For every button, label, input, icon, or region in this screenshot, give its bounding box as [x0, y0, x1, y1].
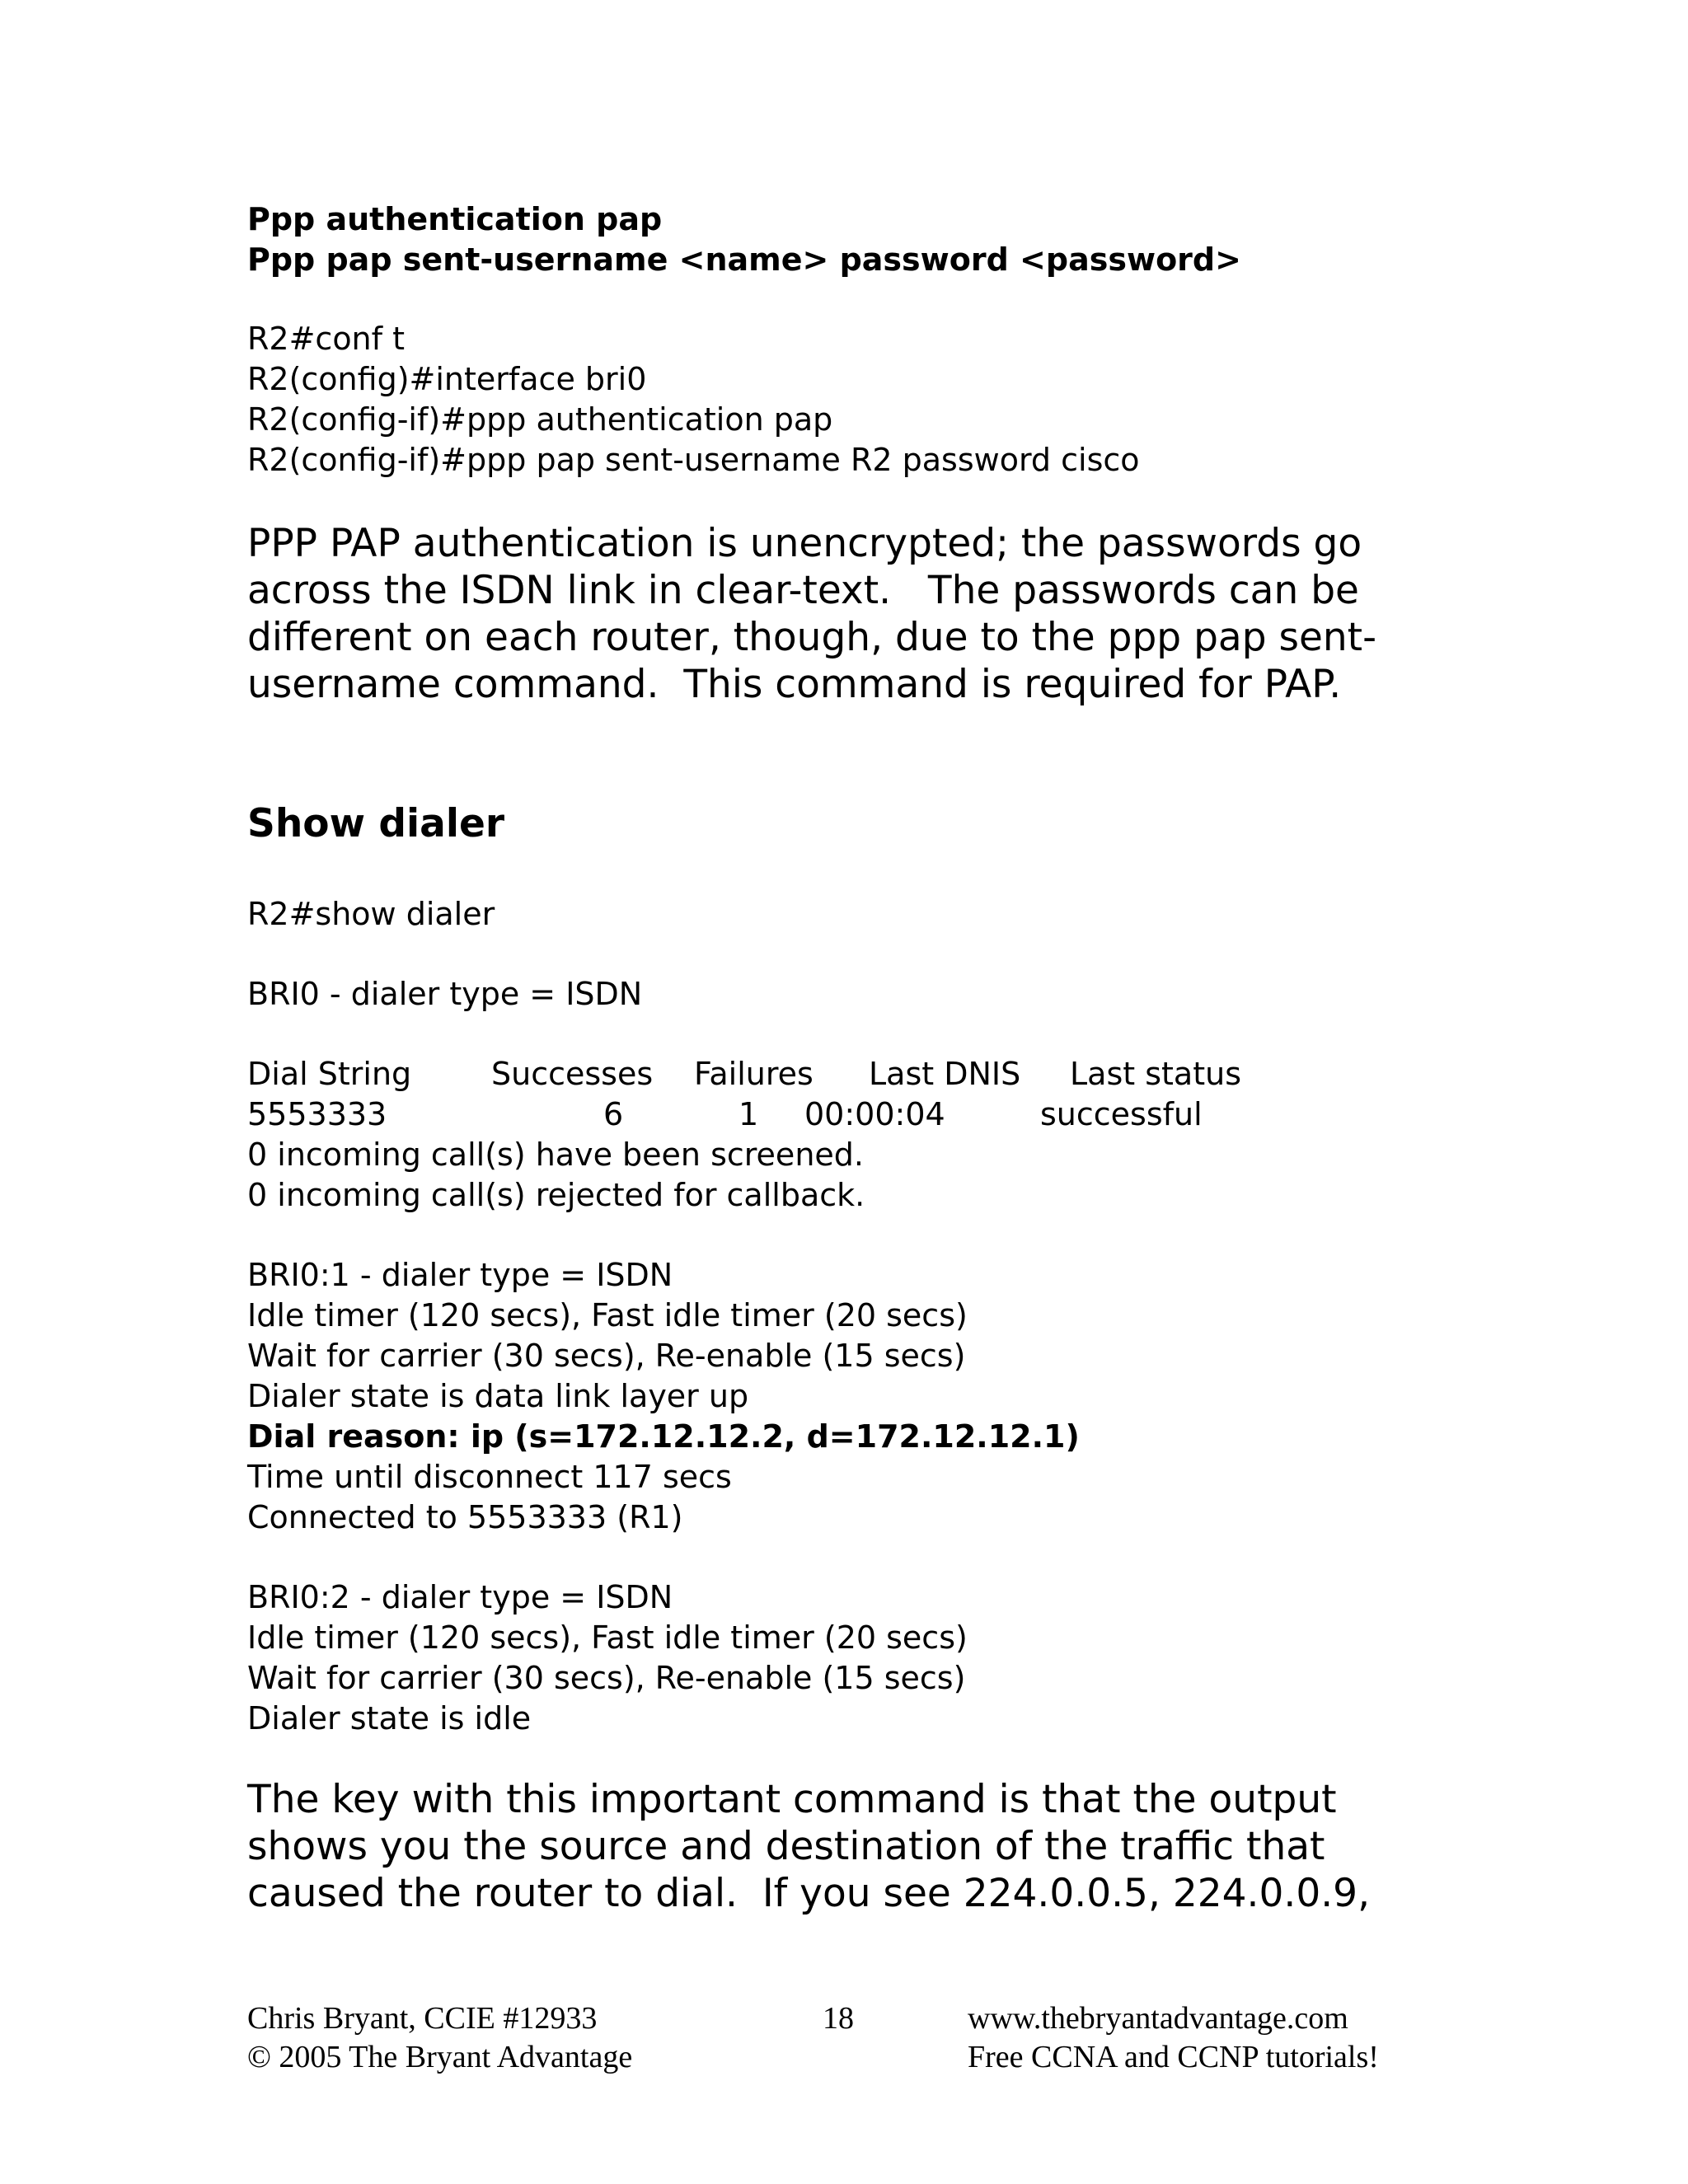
- table-cell: successful: [1040, 1096, 1203, 1132]
- cli-output-line: 0 incoming call(s) have been screened.: [247, 1137, 864, 1173]
- config-line: R2(config-if)#ppp pap sent-username R2 password cisco: [247, 442, 1140, 478]
- paragraph-line: caused the router to dial. If you see 224.0.0.5, 224.0.0.9,: [247, 1871, 1371, 1916]
- footer-tagline: Free CCNA and CCNP tutorials!: [968, 2040, 1379, 2074]
- table-header-cell: Successes: [491, 1056, 654, 1092]
- config-line: R2#conf t: [247, 321, 406, 357]
- section-heading: Show dialer: [247, 801, 505, 846]
- cli-output-line: BRI0:2 - dialer type = ISDN: [247, 1579, 673, 1615]
- page-number: 18: [823, 2001, 854, 2036]
- dial-reason-line: Dial reason: ip (s=172.12.12.2, d=172.12.12.1): [247, 1418, 1080, 1455]
- paragraph-line: PPP PAP authentication is unencrypted; the passwords go: [247, 521, 1362, 566]
- table-header-cell: Dial String: [247, 1056, 412, 1092]
- command-syntax-line-2: Ppp pap sent-username <name> password <password>: [247, 241, 1241, 278]
- paragraph-line: username command. This command is required for PAP.: [247, 662, 1342, 707]
- cli-output-line: BRI0:1 - dialer type = ISDN: [247, 1257, 673, 1293]
- table-cell: 6: [603, 1096, 624, 1132]
- command-syntax-line-1: Ppp authentication pap: [247, 201, 663, 237]
- config-line: R2(config-if)#ppp authentication pap: [247, 401, 833, 438]
- cli-output-line: Wait for carrier (30 secs), Re-enable (15 secs): [247, 1338, 966, 1374]
- footer-copyright: © 2005 The Bryant Advantage: [247, 2040, 633, 2074]
- cli-output-line: BRI0 - dialer type = ISDN: [247, 976, 643, 1012]
- cli-output-line: 0 incoming call(s) rejected for callback.: [247, 1177, 865, 1213]
- paragraph-line: shows you the source and destination of the traffic that: [247, 1824, 1325, 1869]
- table-cell: 1: [738, 1096, 759, 1132]
- table-header-cell: Last status: [1070, 1056, 1241, 1092]
- paragraph-line: different on each router, though, due to the ppp pap sent-: [247, 615, 1377, 660]
- footer-website: www.thebryantadvantage.com: [968, 2001, 1348, 2036]
- cli-output-line: Dialer state is data link layer up: [247, 1378, 749, 1414]
- paragraph-line: The key with this important command is that the output: [247, 1777, 1337, 1822]
- paragraph-line: across the ISDN link in clear-text. The passwords can be: [247, 568, 1359, 613]
- cli-output-line: Dialer state is idle: [247, 1700, 532, 1736]
- cli-output-line: Time until disconnect 117 secs: [247, 1459, 732, 1495]
- config-line: R2(config)#interface bri0: [247, 361, 647, 397]
- table-header-cell: Last DNIS: [869, 1056, 1021, 1092]
- table-cell: 00:00:04: [804, 1096, 945, 1132]
- table-header-cell: Failures: [694, 1056, 814, 1092]
- table-cell: 5553333: [247, 1096, 387, 1132]
- cli-prompt: R2#show dialer: [247, 896, 495, 932]
- cli-output-line: Idle timer (120 secs), Fast idle timer (20 secs): [247, 1619, 968, 1656]
- cli-output-line: Idle timer (120 secs), Fast idle timer (20 secs): [247, 1297, 968, 1333]
- cli-output-line: Wait for carrier (30 secs), Re-enable (15 secs): [247, 1660, 966, 1696]
- cli-output-line: Connected to 5553333 (R1): [247, 1499, 683, 1535]
- footer-author: Chris Bryant, CCIE #12933: [247, 2001, 598, 2036]
